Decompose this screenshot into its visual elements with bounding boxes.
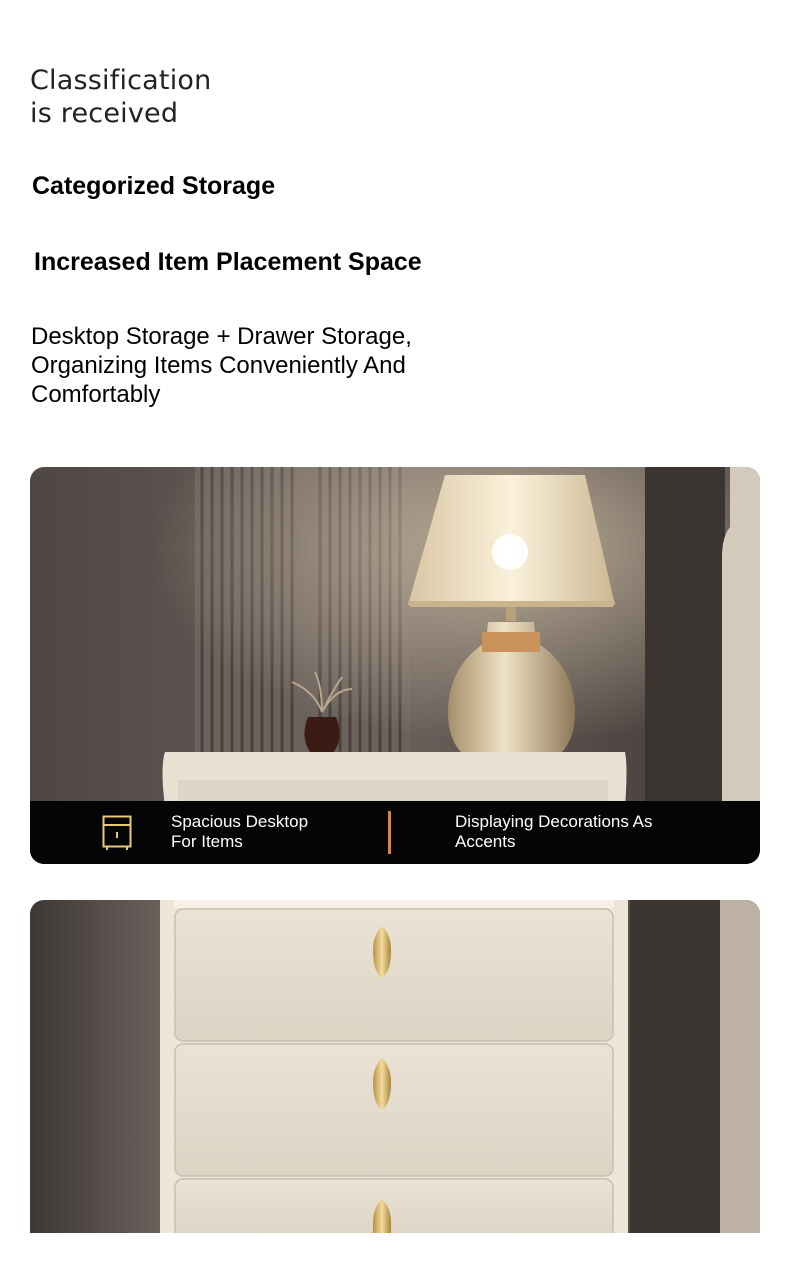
intro-title-line2: is received xyxy=(30,98,179,129)
nightstand-top xyxy=(163,752,627,807)
description-text xyxy=(31,322,531,409)
intro-title xyxy=(30,64,211,130)
drawers-illustration xyxy=(30,900,760,1233)
nightstand-lamp-photo xyxy=(30,467,760,864)
description-line1: Desktop Storage + Drawer Storage, xyxy=(31,323,412,350)
feature-divider xyxy=(388,811,391,854)
nightstand-drawers-photo xyxy=(30,900,760,1233)
drawer-stack xyxy=(175,909,613,1233)
feature-decorations xyxy=(455,812,652,852)
description-line2: Organizing Items Conveniently And xyxy=(31,352,406,379)
feature-left-line2: For Items xyxy=(171,832,243,851)
description-line3: Comfortably xyxy=(31,381,161,408)
heading-categorized-storage: Categorized Storage xyxy=(32,172,276,200)
feature-right-line1: Displaying Decorations As xyxy=(455,812,653,831)
feature-bar xyxy=(30,801,760,864)
feature-right-line2: Accents xyxy=(455,832,516,851)
cabinet-icon xyxy=(102,815,132,851)
feature-spacious-desktop xyxy=(171,812,308,852)
feature-left-line1: Spacious Desktop xyxy=(171,812,309,831)
heading-increased-space: Increased Item Placement Space xyxy=(34,248,422,276)
intro-title-line1: Classification xyxy=(30,65,212,96)
